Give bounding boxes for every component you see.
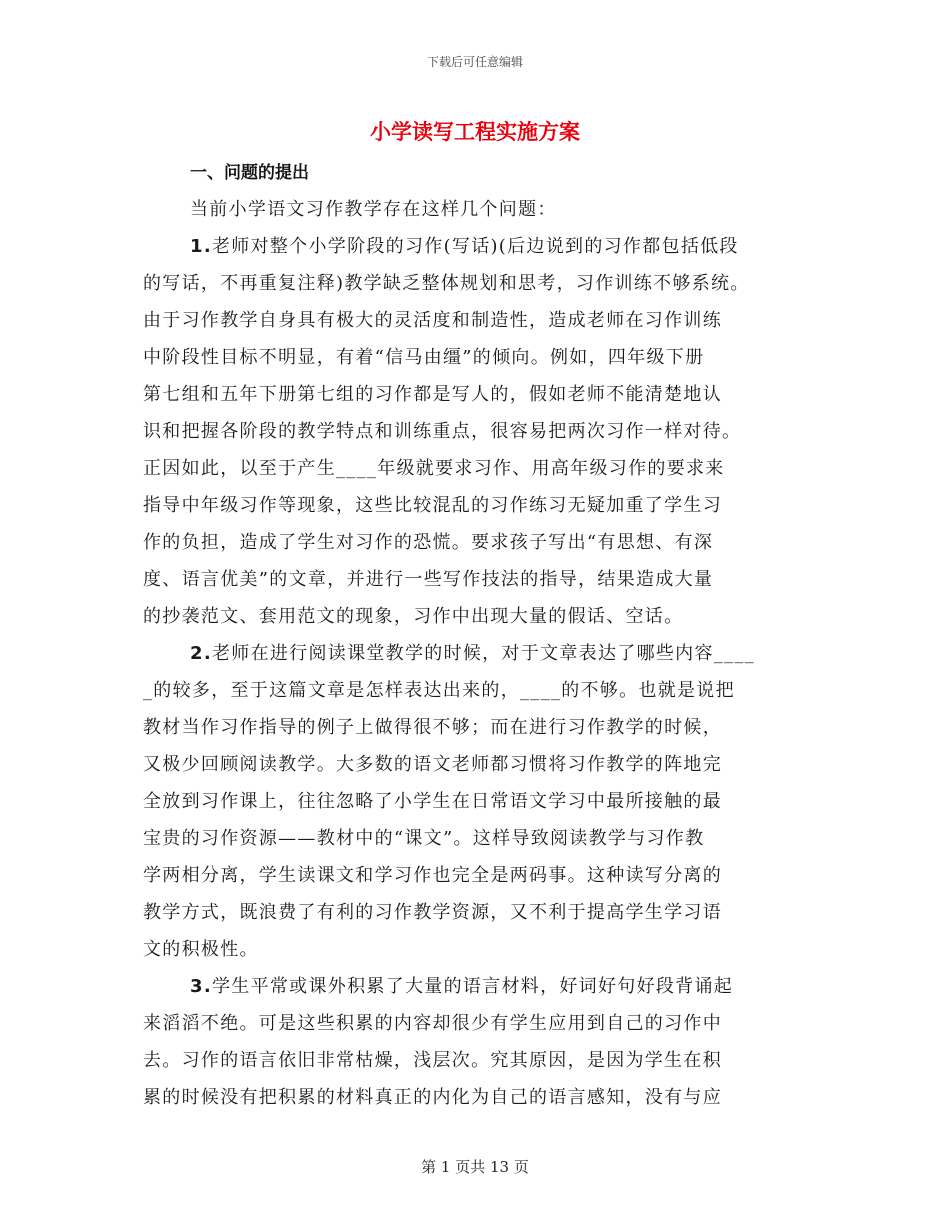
paragraph-1-number: 1. (190, 236, 212, 257)
paragraph-line: 学两相分离，学生读课文和学习作也完全是两码事。这种读写分离的 (143, 865, 722, 886)
paragraph-2-first-line (190, 639, 755, 665)
paragraph-3-first-line (190, 972, 733, 998)
document-title: 小学读写工程实施方案 (370, 120, 580, 144)
paragraph-line: 宝贵的习作资源——教材中的“课文”。这样导致阅读教学与习作教 (143, 828, 705, 849)
paragraph-line: _的较多，至于这篇文章是怎样表达出来的，____的不够。也就是说把 (143, 680, 735, 701)
paragraph-line: 累的时候没有把积累的材料真正的内化为自己的语言感知，没有与应 (143, 1087, 722, 1108)
paragraph-line: 学生平常或课外积累了大量的语言材料，好词好句好段背诵起 (211, 976, 734, 997)
page-number-footer: 第 1 页共 13 页 (421, 1158, 529, 1176)
paragraph-line: 度、语言优美”的文章，并进行一些写作技法的指导，结果造成大量 (143, 569, 714, 590)
paragraph-line: 的抄袭范文、套用范文的现象，习作中出现大量的假话、空话。 (143, 606, 684, 627)
paragraph-line: 指导中年级习作等现象，这些比较混乱的习作练习无疑加重了学生习 (143, 495, 722, 516)
paragraph-line: 全放到习作课上，往往忽略了小学生在日常语文学习中最所接触的最 (143, 791, 722, 812)
paragraph-line: 由于习作教学自身具有极大的灵活度和制造性，造成老师在习作训练 (143, 310, 722, 331)
paragraph-line: 第七组和五年下册第七组的习作都是写人的，假如老师不能清楚地认 (143, 384, 722, 405)
paragraph-line: 的写话，不再重复注释)教学缺乏整体规划和思考，习作训练不够系统。 (143, 273, 750, 294)
paragraph-line: 正因如此，以至于产生____年级就要求习作、用高年级习作的要求来 (143, 458, 725, 479)
page-header-note: 下载后可任意编辑 (426, 55, 523, 69)
paragraph-line: 又极少回顾阅读教学。大多数的语文老师都习惯将习作教学的阵地完 (143, 754, 722, 775)
intro-line: 当前小学语文习作教学存在这样几个问题： (190, 199, 557, 220)
paragraph-line: 作的负担，造成了学生对习作的恐慌。要求孩子写出“有思想、有深 (143, 532, 714, 553)
paragraph-line: 去。习作的语言依旧非常枯燥，浅层次。究其原因，是因为学生在积 (143, 1050, 722, 1071)
paragraph-line: 老师在进行阅读课堂教学的时候，对于文章表达了哪些内容____ (211, 643, 755, 664)
paragraph-line: 识和把握各阶段的教学特点和训练重点，很容易把两次习作一样对待。 (143, 421, 742, 442)
paragraph-line: 中阶段性目标不明显，有着“信马由缰”的倾向。例如，四年级下册 (143, 347, 705, 368)
section-heading: 一、问题的提出 (190, 163, 309, 183)
paragraph-3-number: 3. (190, 976, 212, 997)
paragraph-line: 教学方式，既浪费了有利的习作教学资源，又不利于提高学生学习语 (143, 902, 722, 923)
paragraph-line: 老师对整个小学阶段的习作(写话)(后边说到的习作都包括低段 (211, 236, 739, 257)
paragraph-1-first-line (190, 232, 739, 258)
paragraph-line: 教材当作习作指导的例子上做得很不够；而在进行习作教学的时候， (143, 717, 722, 738)
paragraph-line: 来滔滔不绝。可是这些积累的内容却很少有学生应用到自己的习作中 (143, 1013, 722, 1034)
paragraph-2-number: 2. (190, 643, 212, 664)
paragraph-line: 文的积极性。 (143, 939, 259, 960)
